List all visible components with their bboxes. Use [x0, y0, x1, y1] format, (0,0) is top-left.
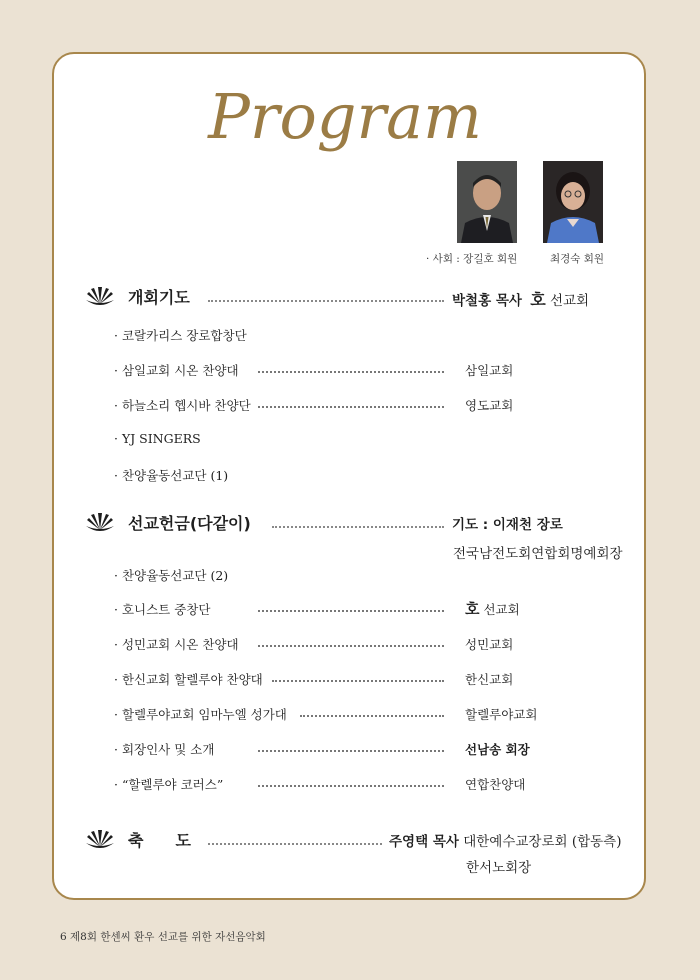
list-item: · 할렐루야교회 임마누엘 성가대: [114, 707, 287, 722]
list-item: · 찬양율동선교단 (1): [114, 468, 229, 483]
list-item: · 한신교회 할렐루야 찬양대: [114, 672, 263, 687]
leader-dots: [272, 526, 444, 528]
item-org: 선남송 회장: [465, 742, 530, 757]
leader-dots: [300, 715, 444, 717]
svg-text:Program: Program: [208, 80, 482, 153]
list-item: · YJ SINGERS: [114, 431, 201, 446]
list-item: · “할렐루야 코러스”: [114, 777, 224, 792]
item-org: 연합찬양대: [465, 777, 526, 792]
officiant: 박철홍 목사 호 선교회: [452, 290, 590, 309]
list-item: · 회장인사 및 소개: [114, 742, 215, 757]
program-title: [208, 70, 482, 170]
benediction-role: 한서노회장: [466, 860, 532, 876]
list-item: · 코랄카리스 장로합창단: [114, 328, 247, 343]
host-photo-male: [457, 161, 517, 243]
host-photo-female: [543, 161, 603, 243]
host-caption: · 사회 : 장길호 회원: [426, 253, 518, 265]
section-opening-prayer: [84, 283, 190, 309]
prayer-leader: 기도 : 이재천 장로: [452, 517, 563, 533]
fan-ornament-icon: [84, 829, 116, 849]
list-item: · 하늘소리 헵시바 찬양단: [114, 398, 251, 413]
leader-dots: [258, 645, 444, 647]
item-org: 영도교회: [465, 398, 514, 413]
fan-ornament-icon: [84, 512, 116, 532]
list-item: · 삼일교회 시온 찬양대: [114, 363, 239, 378]
item-org: 성민교회: [465, 637, 514, 652]
church-mark: 호: [465, 600, 480, 618]
item-org: 호 선교회: [465, 600, 520, 618]
section-title: 축 도: [128, 830, 191, 850]
item-org: 할렐루야교회: [465, 707, 538, 722]
section-title: 개회기도: [128, 287, 190, 307]
leader-dots: [272, 680, 444, 682]
item-org: 삼일교회: [465, 363, 514, 378]
section-offering: [84, 509, 251, 535]
leader-dots: [258, 406, 444, 408]
prayer-leader-title: 전국남전도회연합회명예회장: [453, 546, 623, 562]
benediction-officiant: 주영택 목사 대한예수교장로회 (합동측): [389, 834, 622, 850]
item-org: 한신교회: [465, 672, 514, 687]
list-item: · 호니스트 중창단: [114, 602, 211, 617]
leader-dots: [258, 785, 444, 787]
page-footer: 6 제8회 한센씨 환우 선교를 위한 자선음악회: [60, 931, 266, 943]
leader-dots: [208, 843, 382, 845]
leader-dots: [258, 371, 444, 373]
church-mark: 호: [530, 290, 546, 309]
list-item: · 성민교회 시온 찬양대: [114, 637, 239, 652]
host-caption-second: 최경숙 회원: [550, 253, 605, 265]
section-title: 선교헌금(다같이): [128, 513, 251, 533]
section-benediction: [84, 826, 191, 852]
leader-dots: [258, 750, 444, 752]
leader-dots: [208, 300, 444, 302]
list-item: · 찬양율동선교단 (2): [114, 568, 229, 583]
fan-ornament-icon: [84, 286, 116, 306]
leader-dots: [258, 610, 444, 612]
